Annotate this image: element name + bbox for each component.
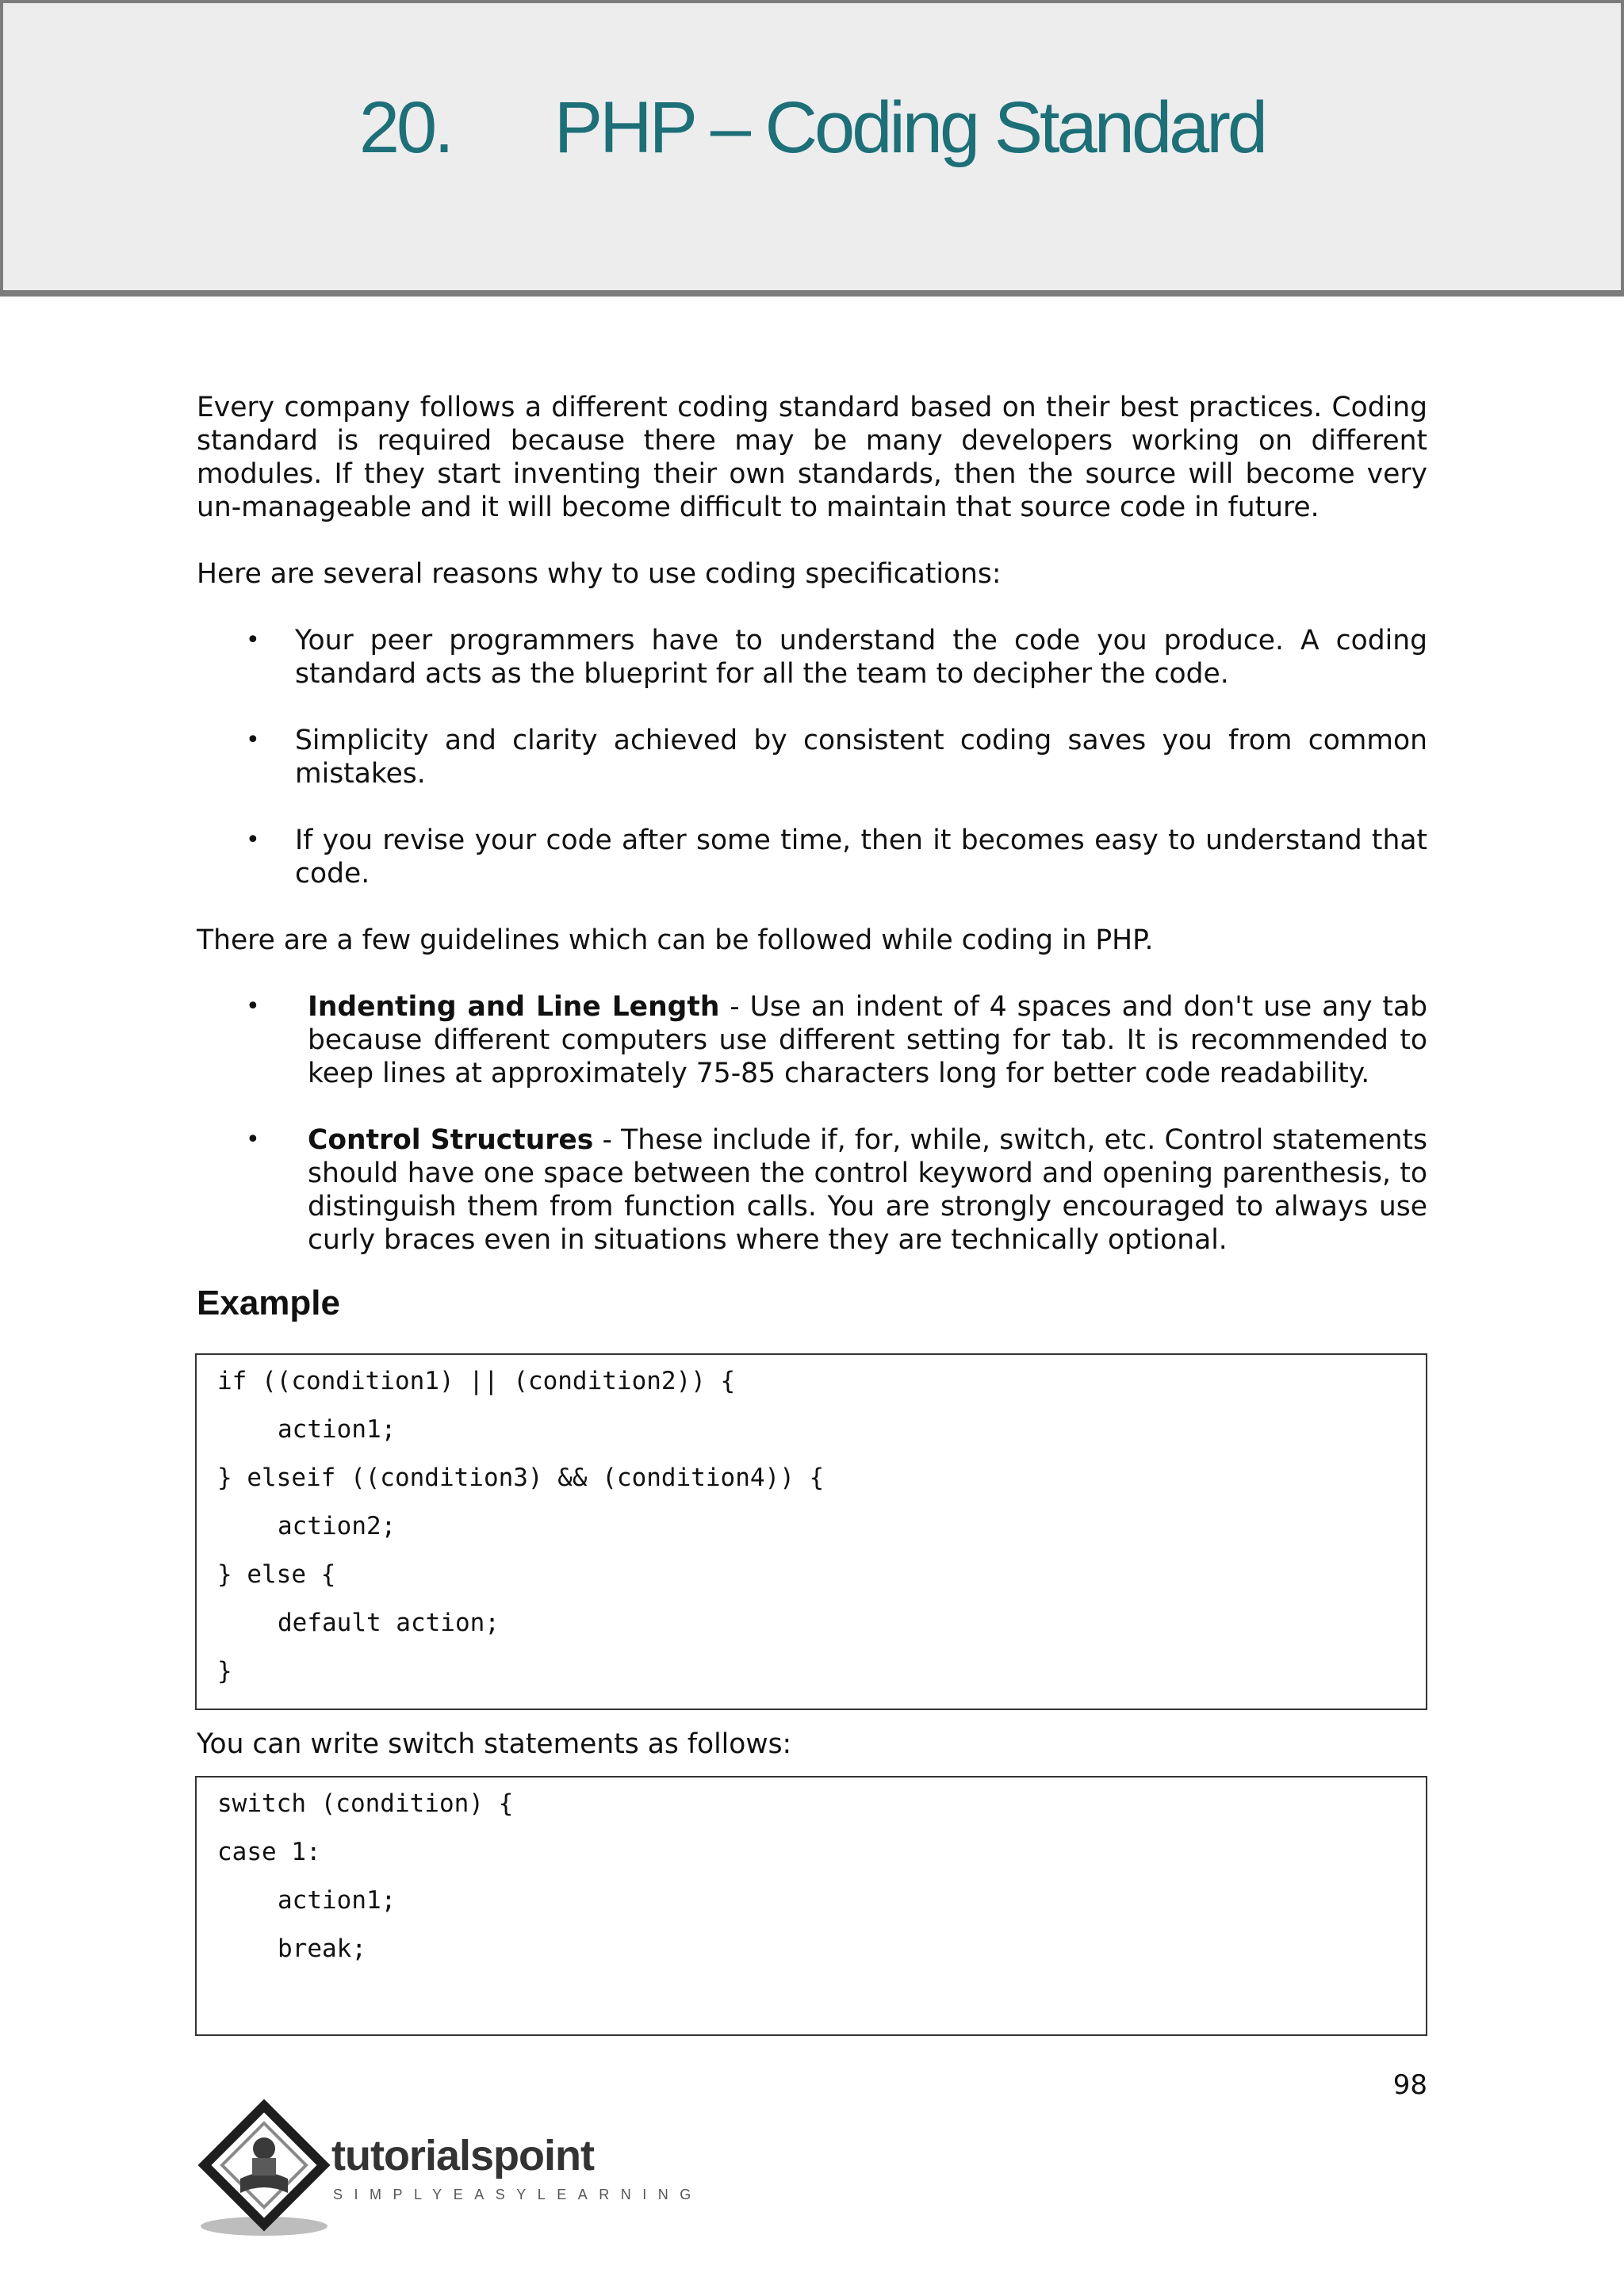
- tutorialspoint-logo: [197, 2099, 703, 2242]
- chapter-title: [3, 86, 1621, 170]
- code-line: default action;: [278, 1609, 500, 1637]
- list-item: • Simplicity and clarity achieved by consistent coding saves you from common mistakes.: [246, 725, 1427, 790]
- example-heading: Example: [197, 1284, 340, 1322]
- guideline-text: - These include if, for, while, switch, etc. Control statements should have one space between the control keyword and opening parenthesis, to distinguish them from function calls. You are strongly encouraged to always use curly braces even in situations where they are technically optional.: [308, 1124, 1427, 1256]
- code-line: action2;: [278, 1512, 396, 1540]
- code-line: switch (condition) {: [217, 1789, 514, 1818]
- main-content: [197, 391, 1427, 1323]
- guidelines-lead: There are a few guidelines which can be followed while coding in PHP.: [197, 924, 1154, 956]
- logo-tagline: SIMPLYEASYLEARNING: [333, 2187, 703, 2202]
- code-line: action1;: [278, 1415, 396, 1444]
- code-block-if: [195, 1353, 1427, 1710]
- intro-paragraph: Every company follows a different coding standard based on their best practices. Coding standard is required because there may be many developers working on different modules. If they start inventing their own standards, then the source will become very un-manageable and it will become difficult to maintain that source code in future.: [197, 392, 1427, 523]
- code-line: break;: [278, 1934, 366, 1963]
- guideline-term: Control Structures: [308, 1124, 594, 1156]
- list-item: • If you revise your code after some time, then it becomes easy to understand that code.: [246, 825, 1427, 890]
- guidelines-list: [197, 990, 1427, 1257]
- code-line: } elseif ((condition3) && (condition4)) {: [217, 1464, 825, 1492]
- bullet-icon: •: [246, 826, 260, 854]
- chapter-title-text: PHP – Coding Standard: [553, 87, 1266, 168]
- list-item: [197, 990, 1427, 1090]
- code-line: case 1:: [217, 1838, 321, 1866]
- reasons-lead: Here are several reasons why to use coding specifications:: [197, 558, 1002, 590]
- guideline-text: - Use an indent of 4 spaces and don't use any tab because different computers use different setting for tab. It is recommended to keep lines at approximately 75-85 characters long for better code readability.: [308, 991, 1427, 1089]
- bullet-icon: •: [246, 726, 260, 754]
- page-number: 98: [1392, 2069, 1427, 2101]
- list-item: [197, 1123, 1427, 1257]
- chapter-number: 20.: [358, 87, 451, 168]
- chapter-header: [0, 0, 1624, 297]
- reasons-list: [197, 624, 1427, 890]
- code-line: action1;: [278, 1886, 396, 1915]
- guideline-term: Indenting and Line Length: [308, 991, 720, 1023]
- code-line: if ((condition1) || (condition2)) {: [217, 1367, 736, 1395]
- code-line: } else {: [217, 1560, 336, 1589]
- logo-name: tutorialspoint: [331, 2132, 594, 2179]
- logo-emblem-icon: [197, 2099, 331, 2242]
- bullet-icon: •: [246, 993, 260, 1020]
- bullet-icon: •: [246, 1126, 260, 1154]
- code-block-switch: [195, 1776, 1427, 2036]
- code-line: }: [217, 1657, 232, 1686]
- bullet-icon: •: [246, 626, 260, 654]
- switch-lead: You can write switch statements as follows:: [197, 1728, 792, 1760]
- list-item: • Your peer programmers have to understand the code you produce. A coding standard acts as the blueprint for all the team to decipher the code.: [246, 625, 1427, 690]
